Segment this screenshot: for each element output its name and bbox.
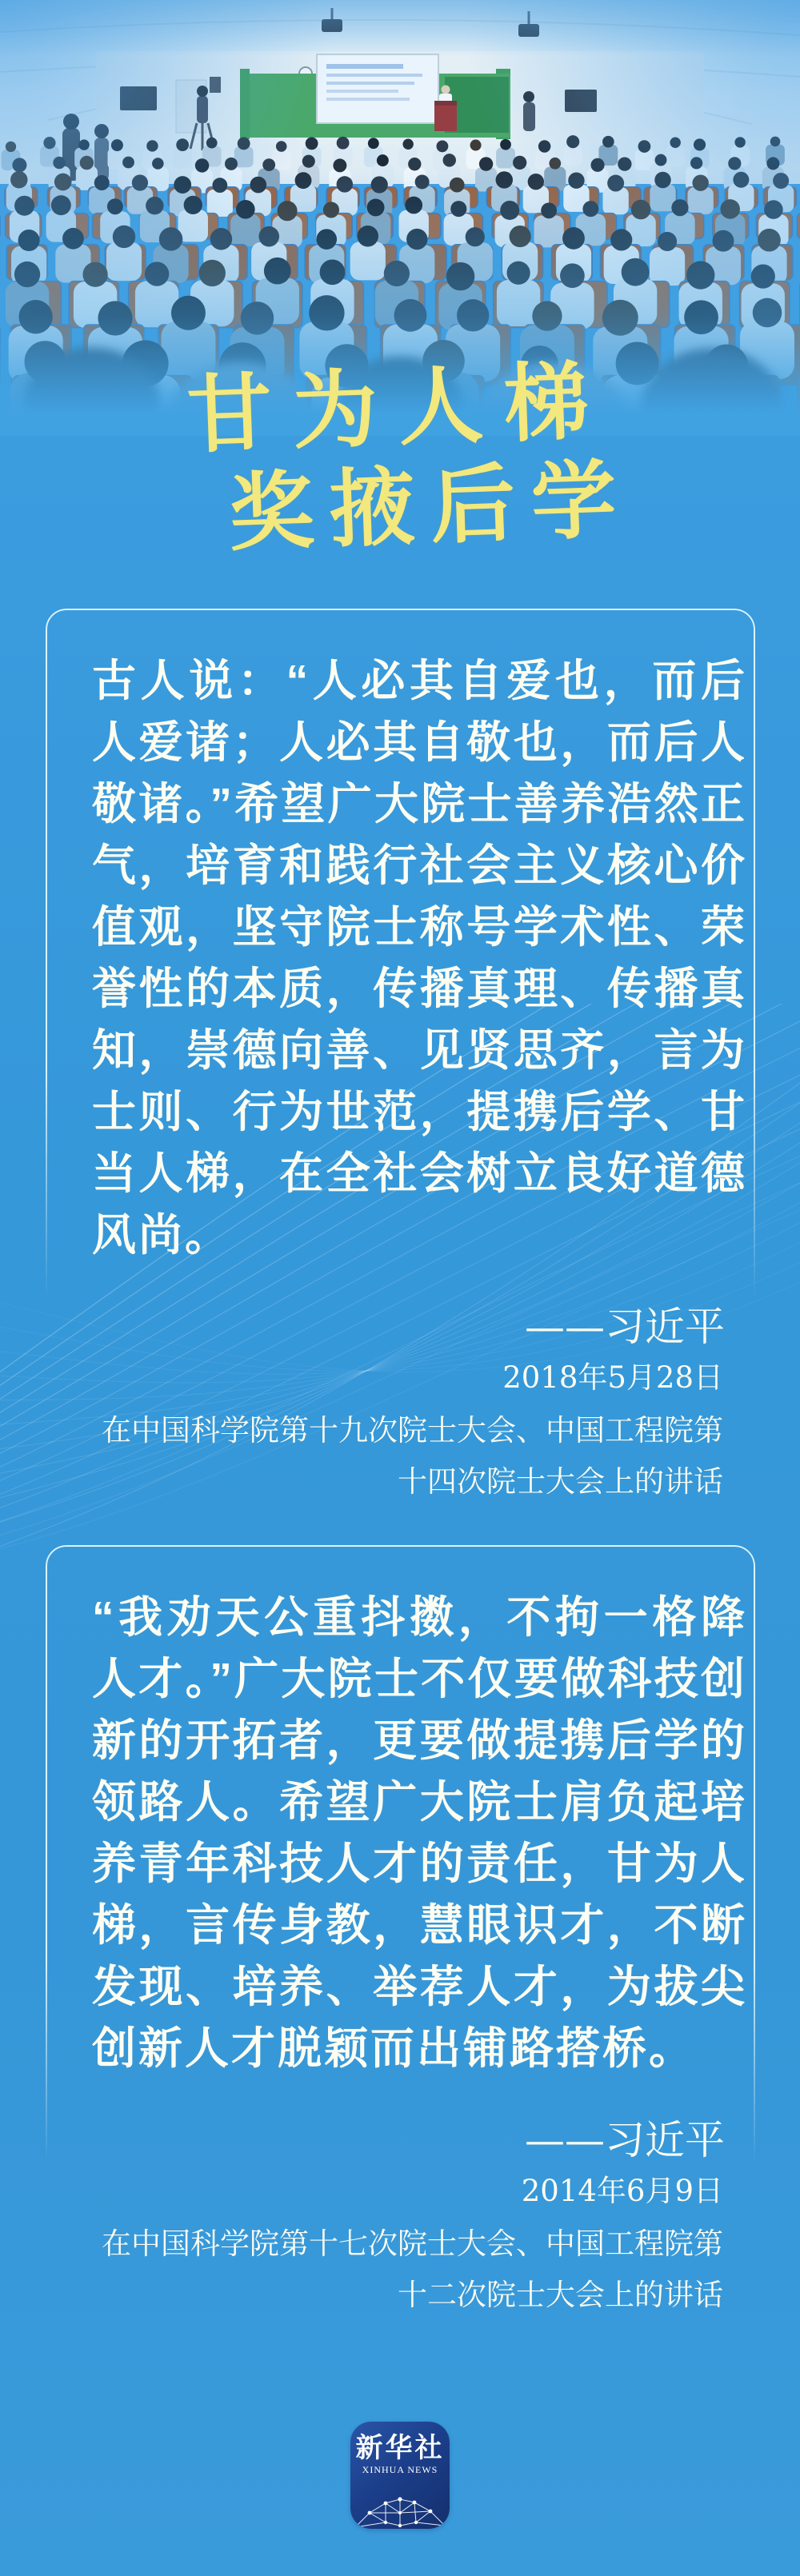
title-line-1: 甘为人梯 bbox=[185, 349, 611, 465]
xinhua-logo bbox=[350, 2422, 450, 2529]
quote-card-2014 bbox=[46, 1545, 755, 2369]
quote-source-line1: 在中国科学院第十七次院士大会、中国工程院第 bbox=[102, 2227, 723, 2261]
xinhua-logo-cn: 新华社 bbox=[355, 2433, 445, 2463]
quote-source-line2: 十四次院士大会上的讲话 bbox=[398, 1464, 723, 1499]
xinhua-logo-en: XINHUA NEWS bbox=[362, 2464, 438, 2475]
quote-attribution: ——习近平 bbox=[525, 1304, 725, 1350]
card-border bbox=[46, 609, 755, 1528]
quote-source-line2: 十二次院士大会上的讲话 bbox=[398, 2278, 723, 2312]
quote-body: “我劝天公重抖擞，不拘一格降人才。”广大院士不仅要做科技创新的开拓者，更要做提携后学的领路人。希望广大院士肩负起培养青年科技人才的责任，甘为人梯，言传身教，慧眼识才，不断发现、培养、举荐人才，为拔尖创新人才脱颖而出铺路搭桥。 bbox=[92, 1592, 747, 2073]
quote-date: 2014年6月9日 bbox=[521, 2174, 723, 2208]
card-border bbox=[46, 1545, 755, 2369]
quote-card-2018 bbox=[46, 609, 755, 1528]
quote-body: 古人说：“人必其自爱也，而后人爱诸；人必其自敬也，而后人敬诸。”希望广大院士善养浩然正气，培育和践行社会主义核心价值观，坚守院士称号学术性、荣誉性的本质，传播真理、传播真知，崇德向善、见贤思齐，言为士则、行为世范，提携后学、甘当人梯，在全社会树立良好道德风尚。 bbox=[92, 656, 747, 1260]
quote-attribution: ——习近平 bbox=[525, 2117, 725, 2163]
title-line-2: 奖掖后学 bbox=[227, 448, 634, 563]
calligraphy-title bbox=[0, 345, 800, 571]
quote-date: 2018年5月28日 bbox=[502, 1360, 723, 1395]
quote-source-line1: 在中国科学院第十九次院士大会、中国工程院第 bbox=[102, 1413, 723, 1448]
network-globe-icon bbox=[350, 2487, 450, 2529]
